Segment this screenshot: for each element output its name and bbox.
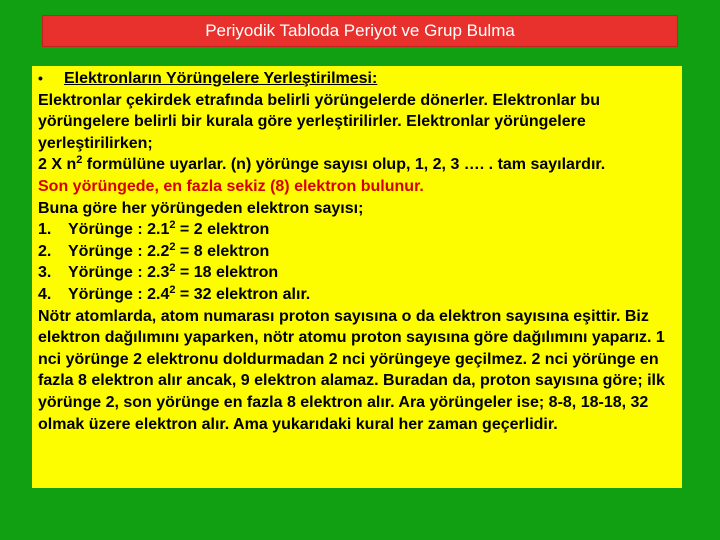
formula-post: formülüne uyarlar. (n) yörünge sayısı olup, 1, 2, 3 …. . tam sayılardır. [82,156,606,174]
orbit-exp: 2 [169,283,176,296]
orbit-item-2 [38,241,676,263]
formula-line [38,154,676,176]
orbit-num: 4. [38,285,52,303]
formula-pre: 2 X n [38,156,77,174]
orbit-post: = 32 elektron alır. [175,285,311,303]
orbit-exp: 2 [169,219,176,232]
paragraph-1: Elektronlar çekirdek etrafında belirli yörüngelerde dönerler. Elektronlar bu yörüngelere belirli bir kurala göre yerleştirilirler. Elektronlar yörüngelere yerleştirilirken; [38,91,600,152]
orbit-exp: 2 [169,262,176,275]
title-bar [42,15,678,47]
bullet-icon: • [38,70,43,86]
orbit-post: = 18 elektron [175,264,279,282]
orbit-pre: Yörünge : 2.2 [68,242,170,260]
orbit-item-3 [38,262,676,284]
orbit-pre: Yörünge : 2.3 [68,264,170,282]
red-rule: Son yörüngede, en fazla sekiz (8) elektron bulunur. [38,177,424,195]
formula-exp: 2 [76,154,83,167]
list-intro: Buna göre her yörüngeden elektron sayısı; [38,199,364,217]
orbit-post: = 2 elektron [175,221,270,239]
orbit-item-4 [38,284,676,306]
orbit-pre: Yörünge : 2.4 [68,285,170,303]
orbit-num: 1. [38,221,52,239]
paragraph-2: Nötr atomlarda, atom numarası proton sayısına o da elektron sayısına eşittir. Biz elektron dağılımını yaparken, nötr atomu proton sayısına göre dağılımını yaparız. 1 nci yörünge 2 elektronu doldurmadan 2 nci yörüngeye geçilmez. 2 nci yörünge en fazla 8 elektron alır ancak, 9 elektron alamaz. Buradan da, proton sayısına göre; ilk yörünge 2, son yörünge en fazla 8 elektron alır. Ara yörüngeler ise; 8-8, 18-18, 32 olmak üzere elektron alır. Ama yukarıdaki kural her zaman geçerlidir. [38,307,665,433]
orbit-post: = 8 elektron [175,242,270,260]
section-heading: Elektronların Yörüngelere Yerleştirilmesi: [64,70,378,87]
heading-line [38,68,676,90]
content-box [32,66,682,488]
orbit-exp: 2 [169,240,176,253]
orbit-num: 3. [38,264,52,282]
page-title: Periyodik Tabloda Periyot ve Grup Bulma [205,21,515,40]
orbit-num: 2. [38,242,52,260]
orbit-pre: Yörünge : 2.1 [68,221,170,239]
orbit-item-1 [38,219,676,241]
